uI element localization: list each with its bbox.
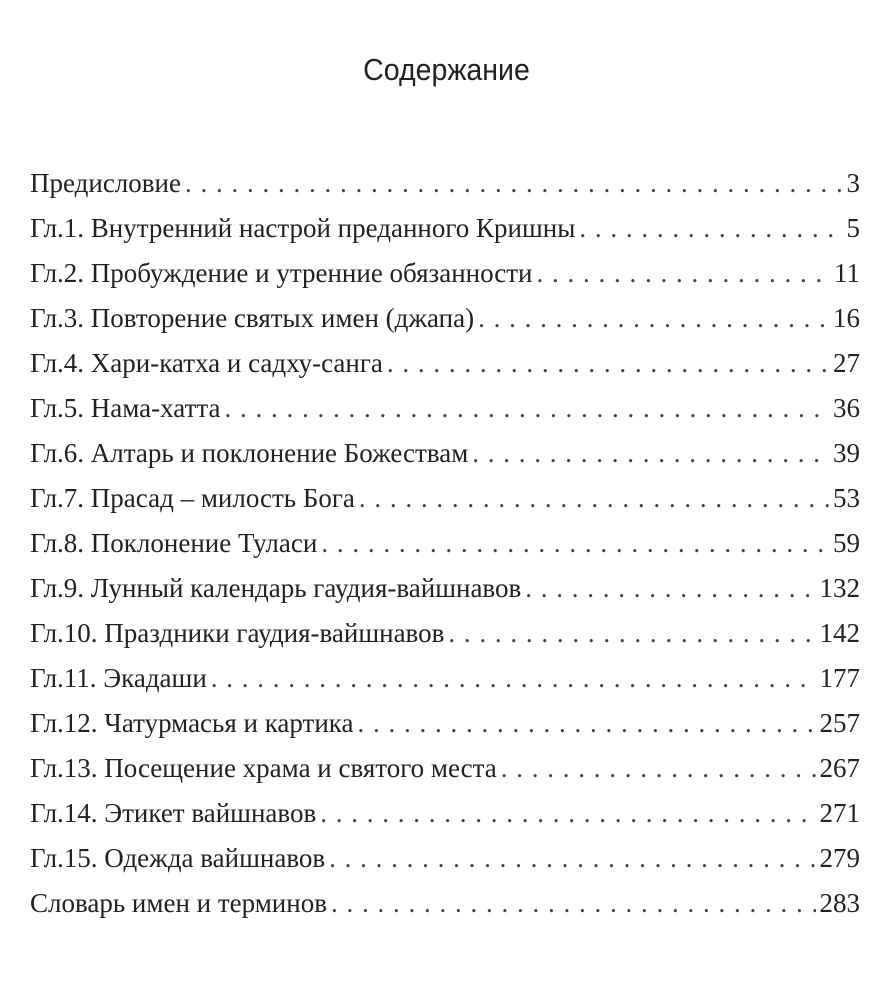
- dot-leader: [579, 213, 842, 244]
- toc-entry-title: Гл.5. Нама-хатта: [30, 393, 221, 423]
- toc-entry-title: Гл.9. Лунный календарь гаудия-вайшнавов: [30, 573, 522, 603]
- dot-leader: [358, 708, 816, 739]
- toc-entry-title: Гл.15. Одежда вайшнавов: [30, 843, 326, 873]
- toc-entry-page: 283: [819, 888, 860, 918]
- dot-leader: [472, 438, 829, 469]
- toc-entry-title: Гл.13. Посещение храма и святого места: [30, 753, 497, 783]
- toc-entry-page: 16: [833, 303, 860, 333]
- toc-entry-page: 279: [819, 843, 860, 873]
- dot-leader: [225, 393, 829, 424]
- toc-entry: [30, 663, 860, 708]
- toc-entry-page: 132: [819, 573, 860, 603]
- dot-leader: [525, 573, 815, 604]
- toc-entry-page: 59: [833, 528, 860, 558]
- dot-leader: [478, 303, 829, 334]
- dot-leader: [211, 663, 816, 694]
- toc-entry-page: 5: [846, 213, 860, 243]
- toc-entry: [30, 843, 860, 888]
- toc-entry-page: 27: [833, 348, 860, 378]
- toc-entry: [30, 483, 860, 528]
- dot-leader: [321, 528, 829, 559]
- toc-entry-page: 3: [846, 168, 860, 198]
- toc-entry-title: Гл.11. Экадаши: [30, 663, 207, 693]
- toc-entry-page: 36: [833, 393, 860, 423]
- toc-entry-page: 267: [819, 753, 860, 783]
- toc-entry: [30, 258, 860, 303]
- page-title: Содержание: [363, 52, 530, 87]
- toc-entry-title: Гл.12. Чатурмасья и картика: [30, 708, 354, 738]
- table-of-contents: [30, 168, 860, 933]
- toc-entry: [30, 753, 860, 798]
- toc-entry: [30, 798, 860, 843]
- dot-leader: [387, 348, 829, 379]
- toc-entry-title: Словарь имен и терминов: [30, 888, 327, 918]
- toc-entry: [30, 528, 860, 573]
- toc-entry-title: Гл.2. Пробуждение и утренние обязанности: [30, 258, 533, 288]
- toc-entry-page: 11: [834, 258, 860, 288]
- dot-leader: [329, 843, 815, 874]
- toc-entry-page: 257: [819, 708, 860, 738]
- toc-entry-title: Гл.1. Внутренний настрой преданного Кришны: [30, 213, 576, 243]
- dot-leader: [448, 618, 815, 649]
- dot-leader: [537, 258, 831, 289]
- toc-entry-page: 39: [833, 438, 860, 468]
- toc-entry: [30, 393, 860, 438]
- toc-entry-page: 142: [819, 618, 860, 648]
- toc-entry-title: Гл.3. Повторение святых имен (джапа): [30, 303, 475, 333]
- toc-entry: [30, 618, 860, 663]
- toc-entry-page: 53: [833, 483, 860, 513]
- toc-entry: [30, 303, 860, 348]
- toc-entry: [30, 438, 860, 483]
- toc-entry-title: Гл.4. Хари-катха и садху-санга: [30, 348, 383, 378]
- toc-entry: [30, 888, 860, 933]
- toc-entry-title: Предисловие: [30, 168, 181, 198]
- dot-leader: [501, 753, 816, 784]
- dot-leader: [320, 798, 815, 829]
- toc-entry-title: Гл.7. Прасад – милость Бога: [30, 483, 355, 513]
- toc-entry: [30, 708, 860, 753]
- toc-entry: [30, 168, 860, 213]
- toc-entry-title: Гл.6. Алтарь и поклонение Божествам: [30, 438, 469, 468]
- toc-entry-title: Гл.8. Поклонение Туласи: [30, 528, 318, 558]
- toc-entry: [30, 348, 860, 393]
- dot-leader: [331, 888, 816, 919]
- toc-entry-page: 271: [819, 798, 860, 828]
- dot-leader: [185, 168, 843, 199]
- dot-leader: [359, 483, 829, 514]
- toc-entry: [30, 573, 860, 618]
- toc-entry-title: Гл.14. Этикет вайшнавов: [30, 798, 317, 828]
- toc-entry-page: 177: [819, 663, 860, 693]
- toc-entry: [30, 213, 860, 258]
- toc-entry-title: Гл.10. Праздники гаудия-вайшнавов: [30, 618, 445, 648]
